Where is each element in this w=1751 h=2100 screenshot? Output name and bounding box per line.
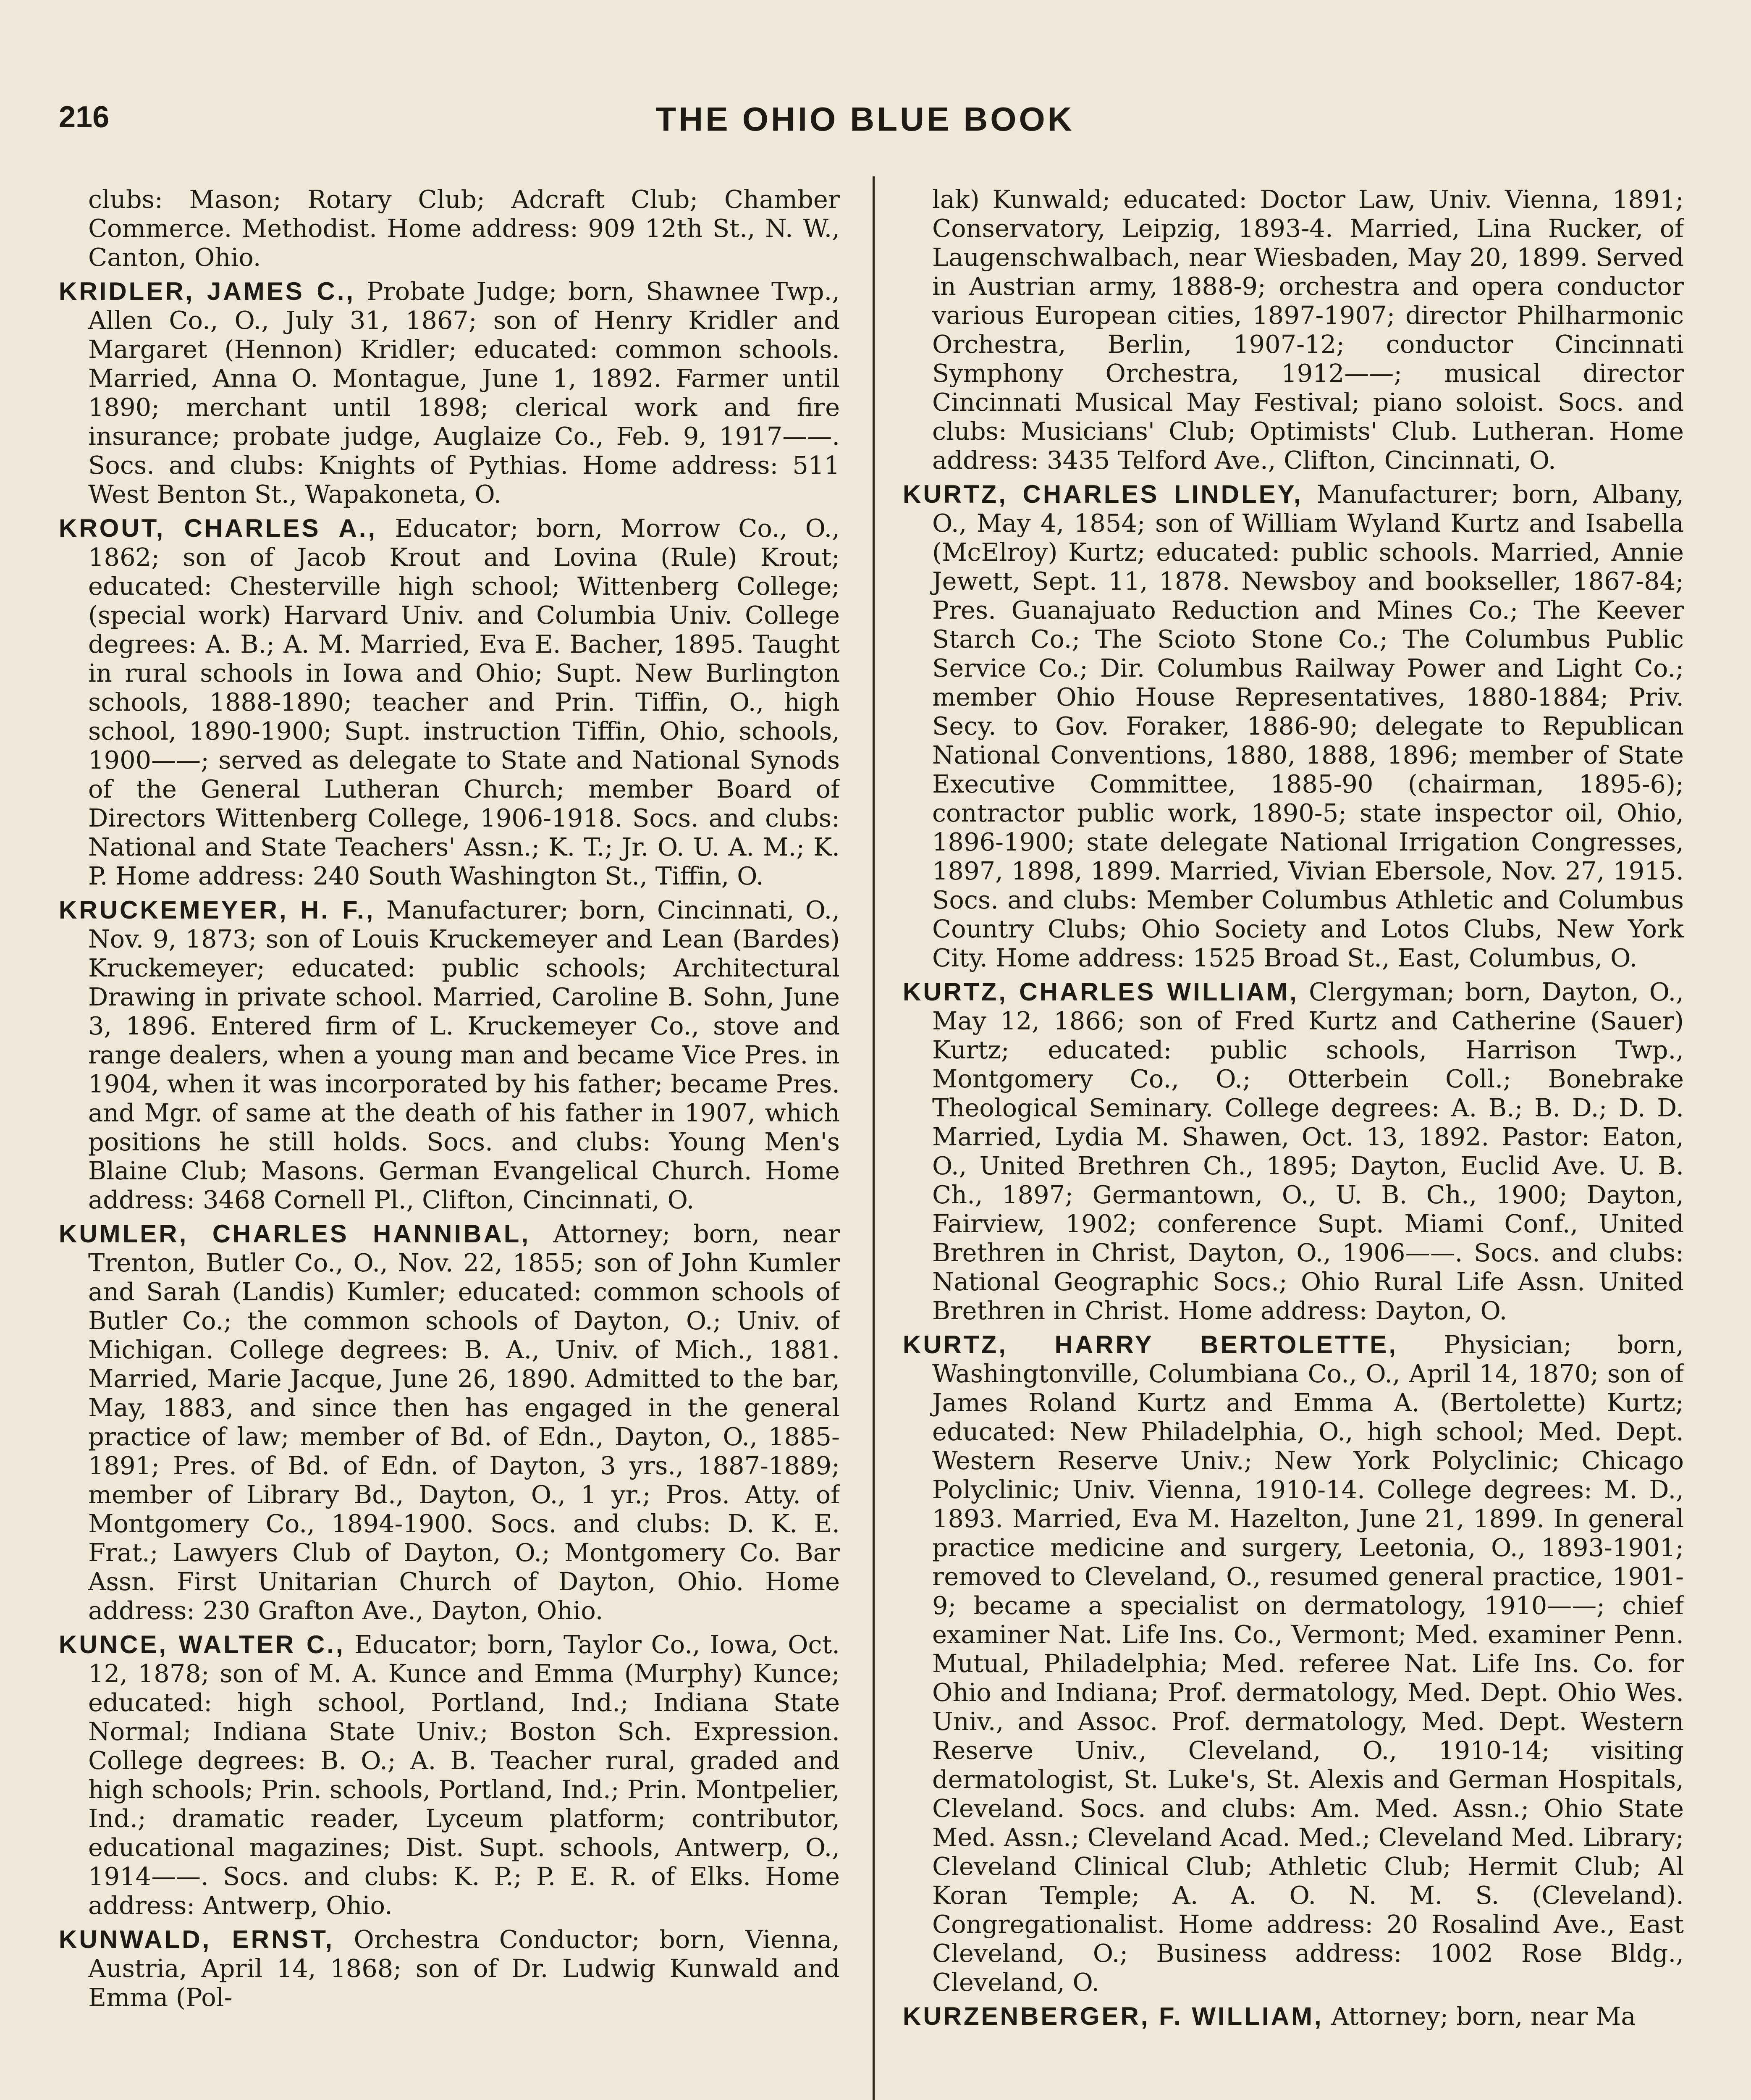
biography-entry — [903, 185, 1684, 475]
entry-text: lak) Kunwald; educated: Doctor Law, Univ. Vienna, 1891; Conservatory, Leipzig, 1893-4. Married, Lina Rucker, of Laugenschwalbach, near Wiesbaden, May 20, 1899. Served in Austrian army, 1888-9; orchestra and opera conductor various European cities, 1897-1907; director Philharmonic Orchestra, Berlin, 1907-12; conductor Cincinnati Symphony Orchestra, 1912——; musical director Cincinnati Musical May Festival; piano soloist. Socs. and clubs: Musicians' Club; Optimists' Club. Lutheran. Home address: 3435 Telford Ave., Clifton, Cincinnati, O. — [932, 185, 1684, 475]
entry-text: Physician; born, Washingtonville, Columbiana Co., O., April 14, 1870; son of James Roland Kurtz and Emma A. (Bertolette) Kurtz; educated: New Philadelphia, O., high school; Med. Dept. Western Reserve Univ.; New York Polyclinic; Chicago Polyclinic; Univ. Vienna, 1910-14. College degrees: M. D., 1893. Married, Eva M. Hazelton, June 21, 1899. In general practice medicine and surgery, Leetonia, O., 1893-1901; removed to Cleveland, O., resumed general practice, 1901-9; became a specialist on dermatology, 1910——; chief examiner Nat. Life Ins. Co., Vermont; Med. examiner Penn. Mutual, Philadelphia; Med. referee Nat. Life Ins. Co. for Ohio and Indiana; Prof. dermatology, Med. Dept. Ohio Wes. Univ., and Assoc. Prof. dermatology, Med. Dept. Western Reserve Univ., Cleveland, O., 1910-14; visiting dermatologist, St. Luke's, St. Alexis and German Hospitals, Cleveland. Socs. and clubs: Am. Med. Assn.; Ohio State Med. Assn.; Cleveland Acad. Med.; Cleveland Med. Library; Cleveland Clinical Club; Athletic Club; Hermit Club; Al Koran Temple; A. A. O. N. M. S. (Cleveland). Congregationalist. Home address: 20 Rosalind Ave., East Cleveland, O.; Business address: 1002 Rose Bldg., Cleveland, O. — [932, 1330, 1684, 1997]
biography-entry — [59, 277, 840, 509]
biography-entry — [59, 185, 840, 272]
entry-text: clubs: Mason; Rotary Club; Adcraft Club; Chamber Commerce. Methodist. Home address: 909 12th St., N. W., Canton, Ohio. — [88, 185, 840, 272]
entry-name: KURTZ, CHARLES WILLIAM, — [903, 978, 1299, 1006]
entry-text: Educator; born, Taylor Co., Iowa, Oct. 12, 1878; son of M. A. Kunce and Emma (Murphy) Kunce; educated: high school, Portland, Ind.; Indiana State Normal; Indiana State Univ.; Boston Sch. Expression. College degrees: B. O.; A. B. Teacher rural, graded and high schools; Prin. schools, Portland, Ind.; Prin. Montpelier, Ind.; dramatic reader, Lyceum platform; contributor, educational magazines; Dist. Supt. schools, Antwerp, O., 1914——. Socs. and clubs: K. P.; P. E. R. of Elks. Home address: Antwerp, Ohio. — [88, 1630, 840, 1920]
biography-entry — [59, 895, 840, 1214]
entry-text: Attorney; born, near Trenton, Butler Co., O., Nov. 22, 1855; son of John Kumler and Sarah (Landis) Kumler; educated: common schools of Butler Co.; the common schools of Dayton, O.; Univ. of Michigan. College degrees: B. A., Univ. of Mich., 1881. Married, Marie Jacque, June 26, 1890. Admitted to the bar, May, 1883, and since then has engaged in the general practice of law; member of Bd. of Edn., Dayton, O., 1885-1891; Pres. of Bd. of Edn. of Dayton, 3 yrs., 1887-1889; member of Library Bd., Dayton, O., 1 yr.; Pros. Atty. of Montgomery Co., 1894-1900. Socs. and clubs: D. K. E. Frat.; Lawyers Club of Dayton, O.; Montgomery Co. Bar Assn. First Unitarian Church of Dayton, Ohio. Home address: 230 Grafton Ave., Dayton, Ohio. — [88, 1219, 840, 1625]
left-column — [59, 185, 840, 2100]
entry-name: KROUT, CHARLES A., — [59, 514, 377, 542]
entry-name: KUNCE, WALTER C., — [59, 1630, 345, 1659]
page-number: 216 — [59, 100, 110, 134]
entry-name: KURZENBERGER, F. WILLIAM, — [903, 2002, 1324, 2030]
entry-name: KURTZ, HARRY BERTOLETTE, — [903, 1331, 1398, 1359]
biography-entry — [59, 1219, 840, 1625]
entry-name: KUMLER, CHARLES HANNIBAL, — [59, 1220, 531, 1248]
entry-text: Orchestra Conductor; born, Vienna, Austria, April 14, 1868; son of Dr. Ludwig Kunwald and Emma (Pol- — [88, 1925, 840, 2012]
entry-name: KRIDLER, JAMES C., — [59, 277, 356, 305]
right-column — [903, 185, 1684, 2100]
entry-name: KRUCKEMEYER, H. F., — [59, 896, 375, 924]
biography-entry — [903, 977, 1684, 1325]
biography-entry — [59, 514, 840, 890]
biography-entry — [59, 1630, 840, 1920]
entry-name: KURTZ, CHARLES LINDLEY, — [903, 480, 1303, 508]
entry-name: KUNWALD, ERNST, — [59, 1925, 335, 1953]
page-header — [59, 96, 1671, 146]
entry-text: Manufacturer; born, Cincinnati, O., Nov. 9, 1873; son of Louis Kruckemeyer and Lean (Bardes) Kruckemeyer; educated: public schools; Architectural Drawing in private school. Married, Caroline B. Sohn, June 3, 1896. Entered firm of L. Kruckemeyer Co., stove and range dealers, when a young man and became Vice Pres. in 1904, when it was incorporated by his father; became Pres. and Mgr. of same at the death of his father in 1907, which positions he still holds. Socs. and clubs: Young Men's Blaine Club; Masons. German Evangelical Church. Home address: 3468 Cornell Pl., Clifton, Cincinnati, O. — [88, 895, 840, 1214]
biography-entry — [903, 2002, 1684, 2031]
entry-text: Attorney; born, near Ma — [1323, 2002, 1636, 2031]
biography-entry — [59, 1925, 840, 2012]
entry-text: Clergyman; born, Dayton, O., May 12, 1866; son of Fred Kurtz and Catherine (Sauer) Kurtz; educated: public schools, Harrison Twp., Montgomery Co., O.; Otterbein Coll.; Bonebrake Theological Seminary. College degrees: A. B.; B. D.; D. D. Married, Lydia M. Shawen, Oct. 13, 1892. Pastor: Eaton, O., United Brethren Ch., 1895; Dayton, Euclid Ave. U. B. Ch., 1897; Germantown, O., U. B. Ch., 1900; Dayton, Fairview, 1902; conference Supt. Miami Conf., United Brethren in Christ, Dayton, O., 1906——. Socs. and clubs: National Geographic Socs.; Ohio Rural Life Assn. United Brethren in Christ. Home address: Dayton, O. — [932, 977, 1684, 1325]
column-divider — [873, 176, 875, 2100]
entry-text: Educator; born, Morrow Co., O., 1862; son of Jacob Krout and Lovina (Rule) Krout; educated: Chesterville high school; Wittenberg College; (special work) Harvard Univ. and Columbia Univ. College degrees: A. B.; A. M. Married, Eva E. Bacher, 1895. Taught in rural schools in Iowa and Ohio; Supt. New Burlington schools, 1888-1890; teacher and Prin. Tiffin, O., high school, 1890-1900; Supt. instruction Tiffin, Ohio, schools, 1900——; served as delegate to State and National Synods of the General Lutheran Church; member Board of Directors Wittenberg College, 1906-1918. Socs. and clubs: National and State Teachers' Assn.; K. T.; Jr. O. U. A. M.; K. P. Home address: 240 South Washington St., Tiffin, O. — [88, 514, 840, 890]
biography-entry — [903, 480, 1684, 972]
biography-entry — [903, 1330, 1684, 1997]
entry-text: Probate Judge; born, Shawnee Twp., Allen Co., O., July 31, 1867; son of Henry Kridler and Margaret (Hennon) Kridler; educated: common schools. Married, Anna O. Montague, June 1, 1892. Farmer until 1890; merchant until 1898; clerical work and fire insurance; probate judge, Auglaize Co., Feb. 9, 1917——. Socs. and clubs: Knights of Pythias. Home address: 511 West Benton St., Wapakoneta, O. — [88, 277, 840, 509]
book-title: THE OHIO BLUE BOOK — [655, 100, 1075, 138]
entry-text: Manufacturer; born, Albany, O., May 4, 1854; son of William Wyland Kurtz and Isabella (McElroy) Kurtz; educated: public schools. Married, Annie Jewett, Sept. 11, 1878. Newsboy and bookseller, 1867-84; Pres. Guanajuato Reduction and Mines Co.; The Keever Starch Co.; The Scioto Stone Co.; The Columbus Public Service Co.; Dir. Columbus Railway Power and Light Co.; member Ohio House Representatives, 1880-1884; Priv. Secy. to Gov. Foraker, 1886-90; delegate to Republican National Conventions, 1880, 1888, 1896; member of State Executive Committee, 1885-90 (chairman, 1895-6); contractor public work, 1890-5; state inspector oil, Ohio, 1896-1900; state delegate National Irrigation Congresses, 1897, 1898, 1899. Married, Vivian Ebersole, Nov. 27, 1915. Socs. and clubs: Member Columbus Athletic and Columbus Country Clubs; Ohio Society and Lotos Clubs, New York City. Home address: 1525 Broad St., East, Columbus, O. — [932, 480, 1684, 972]
